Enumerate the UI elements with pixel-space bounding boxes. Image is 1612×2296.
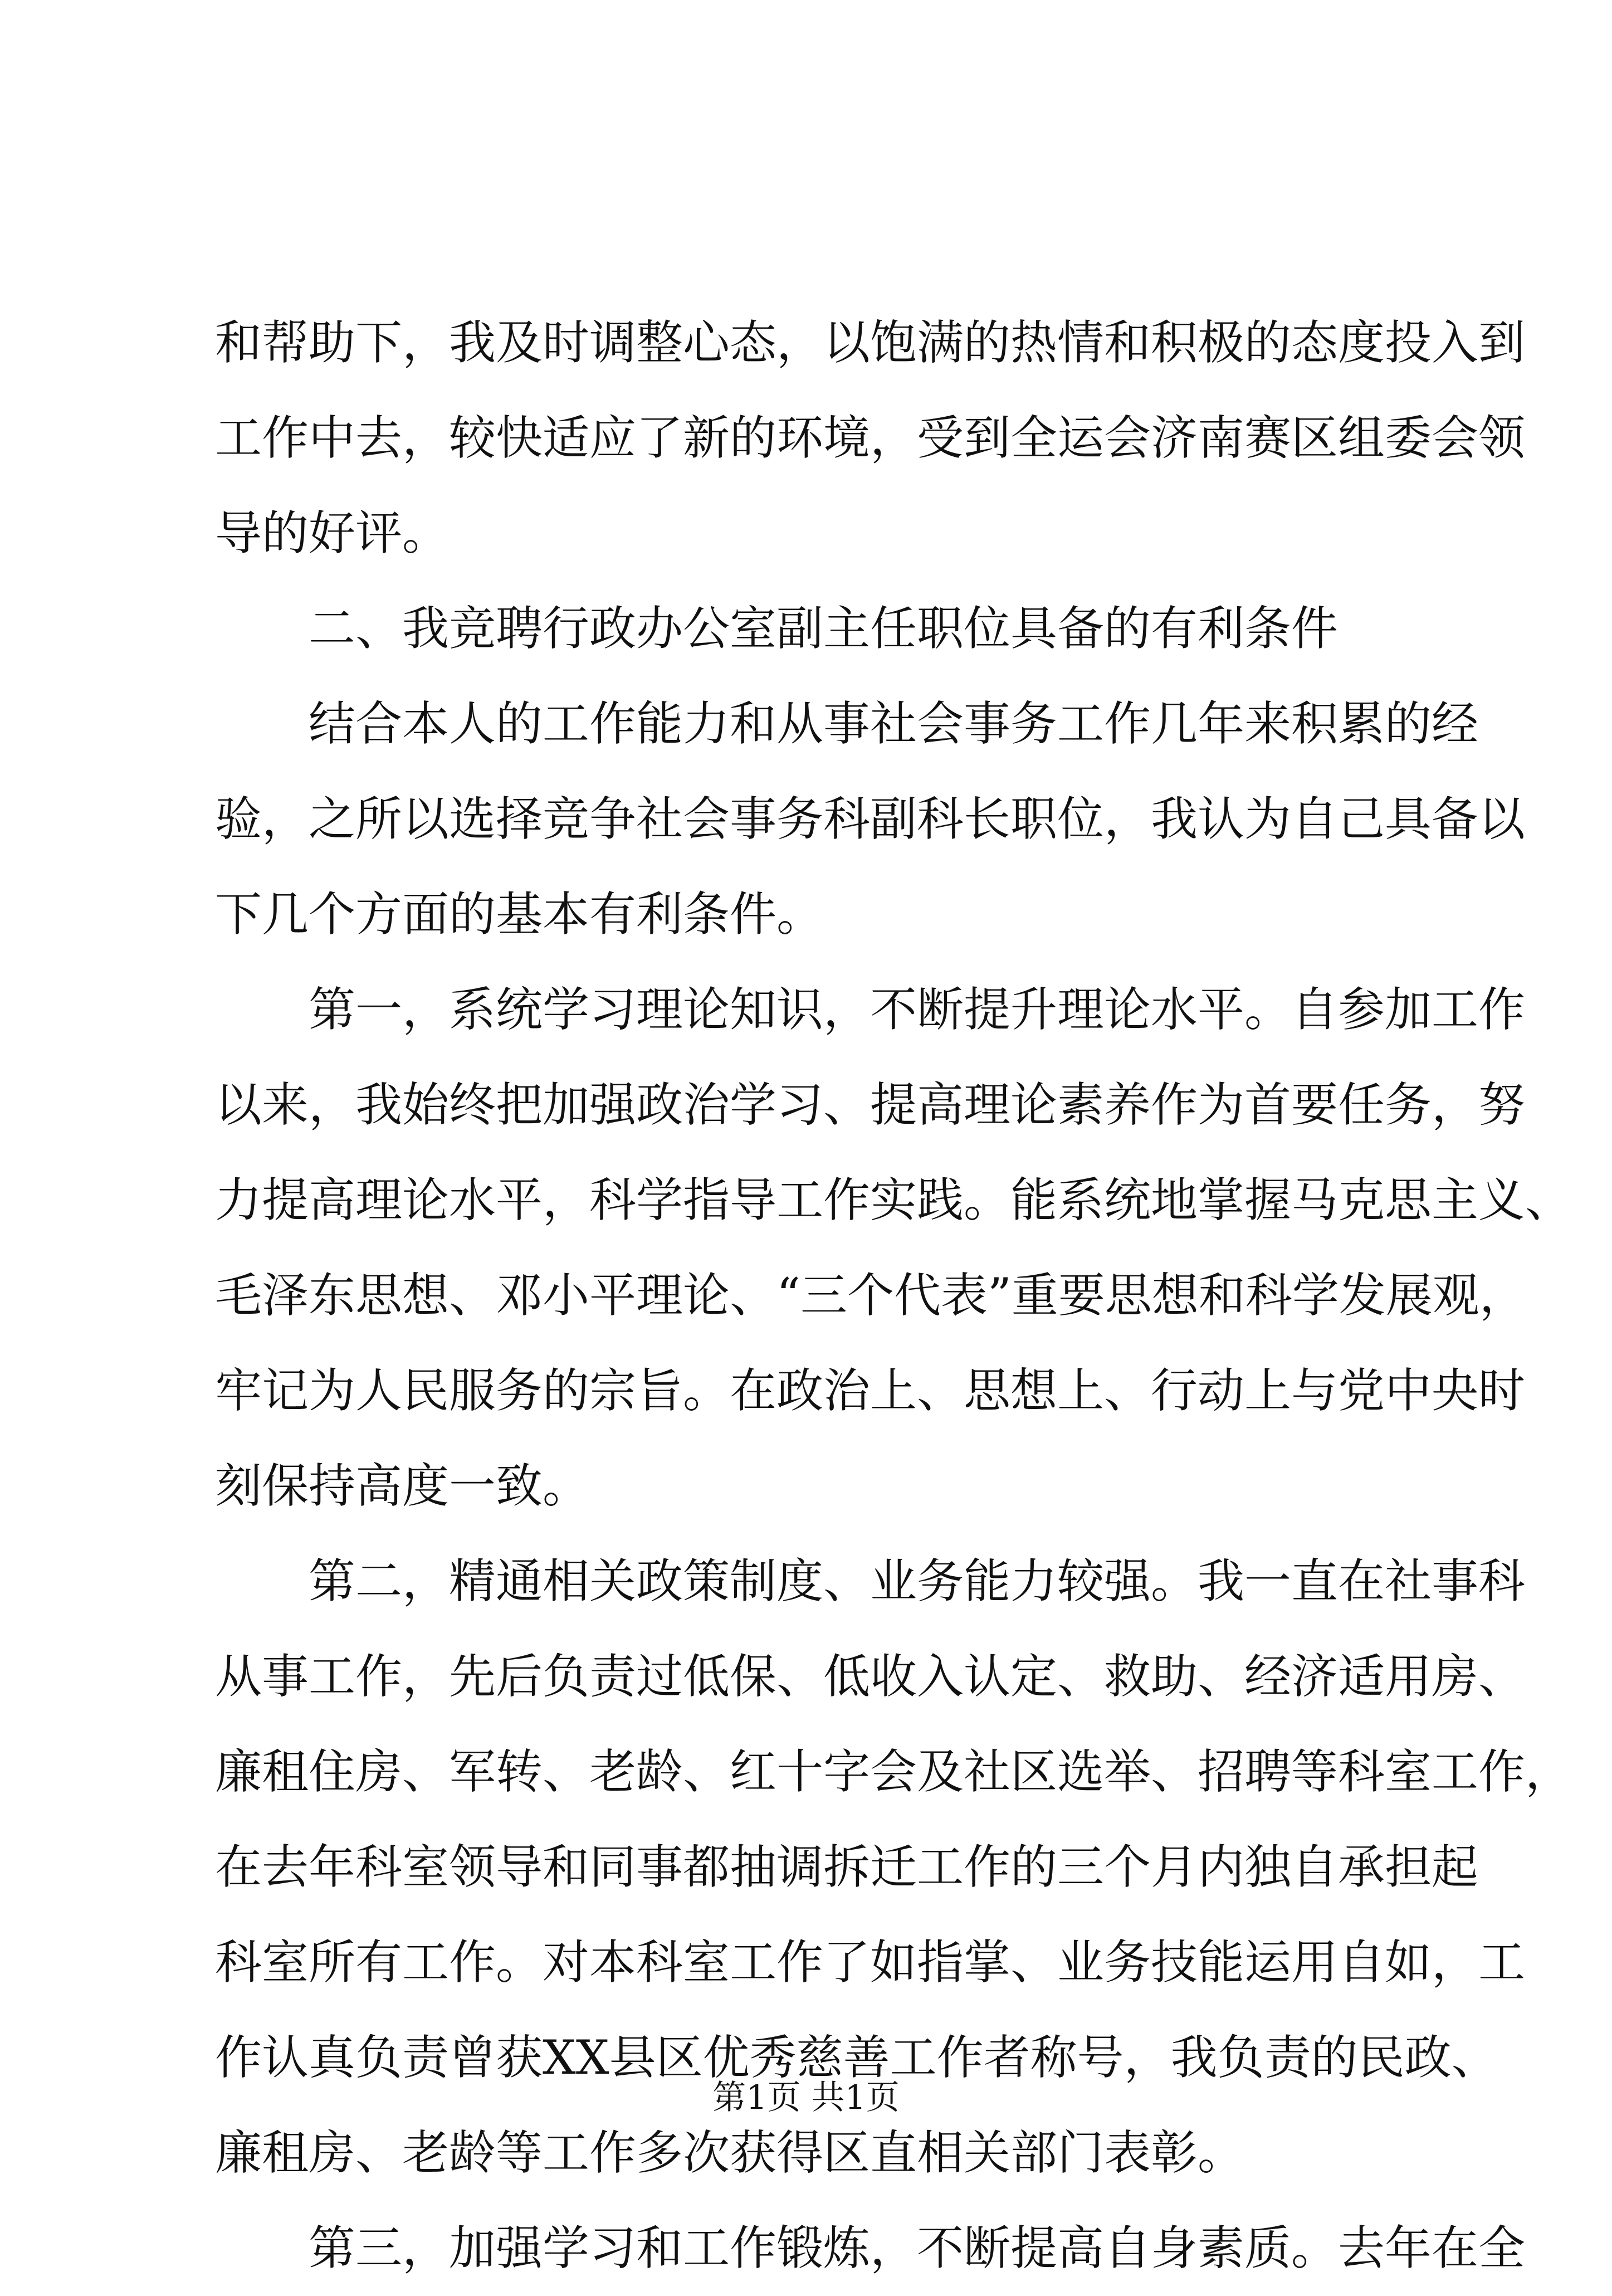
text-line: 廉租房、老龄等工作多次获得区直相关部门表彰。 [215, 2126, 1245, 2180]
text-line: 验，之所以选择竞争社会事务科副科长职位，我认为自己具备以 [215, 792, 1526, 846]
text-line: 科室所有工作。对本科室工作了如指掌、业务技能运用自如，工 [215, 1935, 1526, 1990]
text-line: 在去年科室领导和同事都抽调拆迁工作的三个月内独自承担起 [215, 1840, 1479, 1894]
text-line: 以来，我始终把加强政治学习、提高理论素养作为首要任务，努 [215, 1078, 1526, 1132]
document-body [215, 295, 1572, 2296]
text-line: 廉租住房、军转、老龄、红十字会及社区选举、招聘等科室工作， [215, 1744, 1572, 1799]
section-heading: 二、我竞聘行政办公室副主任职位具备的有利条件 [309, 601, 1339, 656]
text-line: 第三，加强学习和工作锻炼，不断提高自身素质。去年在全 [309, 2221, 1526, 2275]
text-line: 第一，系统学习理论知识，不断提升理论水平。自参加工作 [309, 982, 1526, 1037]
text-line: 牢记为人民服务的宗旨。在政治上、思想上、行动上与党中央时 [215, 1363, 1526, 1418]
text-line: 结合本人的工作能力和从事社会事务工作几年来积累的经 [309, 696, 1479, 751]
text-line: 力提高理论水平，科学指导工作实践。能系统地掌握马克思主义、 [215, 1173, 1572, 1227]
text-line: 从事工作，先后负责过低保、低收入认定、救助、经济适用房、 [215, 1649, 1526, 1704]
text-line: 工作中去，较快适应了新的环境，受到全运会济南赛区组委会领 [215, 411, 1526, 465]
text-line: 下几个方面的基本有利条件。 [215, 887, 824, 942]
text-line: 导的好评。 [215, 506, 450, 560]
page-footer: 第1页 共1页 [712, 2078, 900, 2117]
text-line: 和帮助下，我及时调整心态，以饱满的热情和积极的态度投入到 [215, 315, 1526, 370]
text-line: 作认真负责曾获XX县区优秀慈善工作者称号，我负责的民政、 [215, 2030, 1498, 2085]
text-line: 第二，精通相关政策制度、业务能力较强。我一直在社事科 [309, 1554, 1526, 1608]
text-line: 毛泽东思想、邓小平理论、“三个代表”重要思想和科学发展观， [215, 1268, 1526, 1323]
text-line: 刻保持高度一致。 [215, 1459, 590, 1513]
